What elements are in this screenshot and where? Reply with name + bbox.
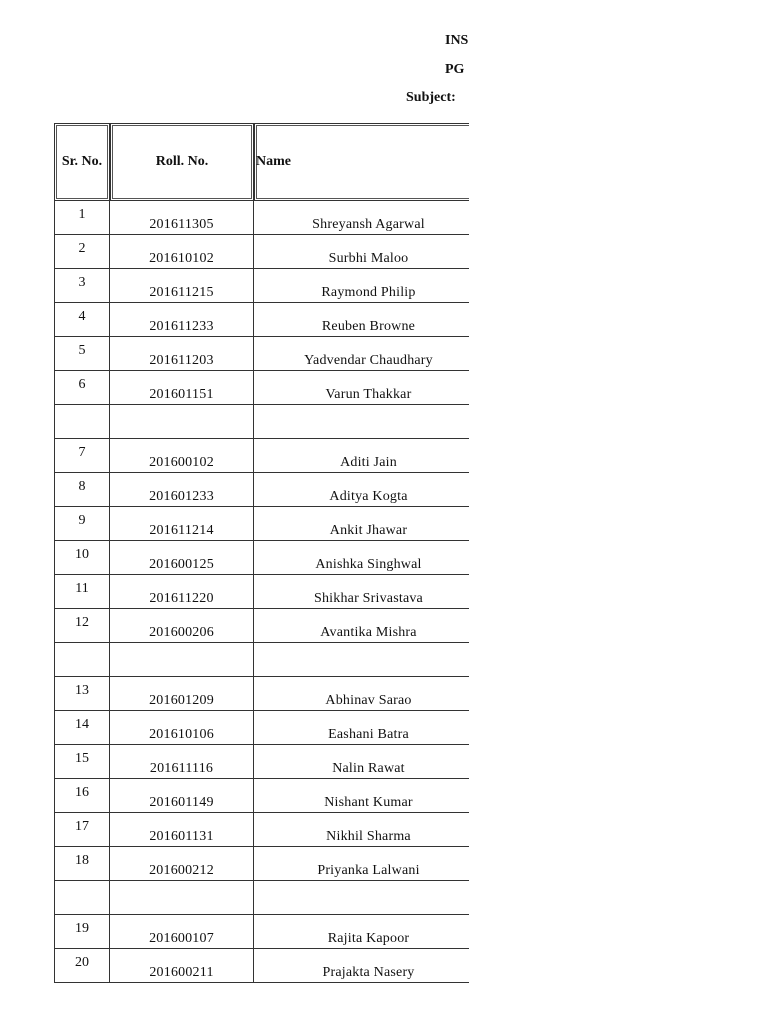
cell-name: Aditi Jain <box>254 439 469 473</box>
cell-roll-no: 201611116 <box>110 745 254 779</box>
cell-name: Nishant Kumar <box>254 779 469 813</box>
cell-roll-no: 201610102 <box>110 235 254 269</box>
cell-sr-no: 9 <box>54 507 110 541</box>
cell-roll-no: 201600102 <box>110 439 254 473</box>
cell-roll-no: 201600211 <box>110 949 254 983</box>
cell-name: Shreyansh Agarwal <box>254 201 469 235</box>
cell-sr-no: 16 <box>54 779 110 813</box>
cell-name <box>254 405 469 439</box>
cell-sr-no: 2 <box>54 235 110 269</box>
cell-sr-no <box>54 881 110 915</box>
table-row-spacer <box>54 405 469 439</box>
cell-roll-no: 201600107 <box>110 915 254 949</box>
column-header-name: Name <box>254 123 469 201</box>
cell-roll-no: 201601151 <box>110 371 254 405</box>
cell-roll-no <box>110 405 254 439</box>
table-row <box>54 677 469 711</box>
cell-roll-no: 201611305 <box>110 201 254 235</box>
table-row <box>54 439 469 473</box>
cell-sr-no: 12 <box>54 609 110 643</box>
cell-sr-no: 7 <box>54 439 110 473</box>
table-row <box>54 609 469 643</box>
column-header-roll-no: Roll. No. <box>110 123 254 201</box>
header-line-institute: INS <box>445 33 469 48</box>
cell-roll-no: 201600212 <box>110 847 254 881</box>
cell-sr-no <box>54 405 110 439</box>
table-row <box>54 575 469 609</box>
cell-sr-no: 3 <box>54 269 110 303</box>
table-row <box>54 949 469 983</box>
table-row <box>54 473 469 507</box>
cell-sr-no: 14 <box>54 711 110 745</box>
table-header-row <box>54 123 469 201</box>
cell-name: Rajita Kapoor <box>254 915 469 949</box>
cell-sr-no: 20 <box>54 949 110 983</box>
cell-roll-no: 201611215 <box>110 269 254 303</box>
cell-roll-no: 201601131 <box>110 813 254 847</box>
cell-roll-no: 201601209 <box>110 677 254 711</box>
cell-name: Reuben Browne <box>254 303 469 337</box>
table-row <box>54 711 469 745</box>
cell-sr-no: 6 <box>54 371 110 405</box>
cell-roll-no: 201601149 <box>110 779 254 813</box>
cell-sr-no: 15 <box>54 745 110 779</box>
cell-sr-no <box>54 643 110 677</box>
student-roster-table <box>54 123 469 983</box>
table-row-spacer <box>54 881 469 915</box>
header-line-program: PG <box>445 62 465 77</box>
cell-sr-no: 18 <box>54 847 110 881</box>
table-row <box>54 779 469 813</box>
cell-name: Shikhar Srivastava <box>254 575 469 609</box>
table-row <box>54 235 469 269</box>
cell-roll-no: 201611203 <box>110 337 254 371</box>
cell-name: Aditya Kogta <box>254 473 469 507</box>
cell-sr-no: 19 <box>54 915 110 949</box>
table-row <box>54 745 469 779</box>
table-row-spacer <box>54 643 469 677</box>
cell-name: Ankit Jhawar <box>254 507 469 541</box>
cell-roll-no <box>110 881 254 915</box>
cell-name: Raymond Philip <box>254 269 469 303</box>
header-line-subject: Subject: <box>406 90 456 105</box>
cell-name <box>254 643 469 677</box>
table-row <box>54 915 469 949</box>
cell-name: Anishka Singhwal <box>254 541 469 575</box>
cell-roll-no: 201610106 <box>110 711 254 745</box>
table-row <box>54 371 469 405</box>
cell-sr-no: 5 <box>54 337 110 371</box>
table-row <box>54 337 469 371</box>
table-row <box>54 847 469 881</box>
cell-name: Varun Thakkar <box>254 371 469 405</box>
cell-roll-no: 201611233 <box>110 303 254 337</box>
cell-sr-no: 13 <box>54 677 110 711</box>
cell-name: Surbhi Maloo <box>254 235 469 269</box>
cell-name: Prajakta Nasery <box>254 949 469 983</box>
cell-name: Nalin Rawat <box>254 745 469 779</box>
cell-name: Nikhil Sharma <box>254 813 469 847</box>
cell-sr-no: 17 <box>54 813 110 847</box>
table-row <box>54 303 469 337</box>
cell-roll-no <box>110 643 254 677</box>
table-row <box>54 201 469 235</box>
cell-sr-no: 1 <box>54 201 110 235</box>
cell-name: Eashani Batra <box>254 711 469 745</box>
table-row <box>54 269 469 303</box>
cell-name <box>254 881 469 915</box>
cell-sr-no: 11 <box>54 575 110 609</box>
table-row <box>54 813 469 847</box>
table-row <box>54 541 469 575</box>
cell-sr-no: 8 <box>54 473 110 507</box>
column-header-sr-no: Sr. No. <box>54 123 110 201</box>
cell-roll-no: 201601233 <box>110 473 254 507</box>
cell-roll-no: 201600125 <box>110 541 254 575</box>
cell-name: Yadvendar Chaudhary <box>254 337 469 371</box>
cell-roll-no: 201611220 <box>110 575 254 609</box>
cell-roll-no: 201600206 <box>110 609 254 643</box>
cell-sr-no: 10 <box>54 541 110 575</box>
cell-roll-no: 201611214 <box>110 507 254 541</box>
cell-sr-no: 4 <box>54 303 110 337</box>
cell-name: Avantika Mishra <box>254 609 469 643</box>
cell-name: Abhinav Sarao <box>254 677 469 711</box>
cell-name: Priyanka Lalwani <box>254 847 469 881</box>
table-row <box>54 507 469 541</box>
